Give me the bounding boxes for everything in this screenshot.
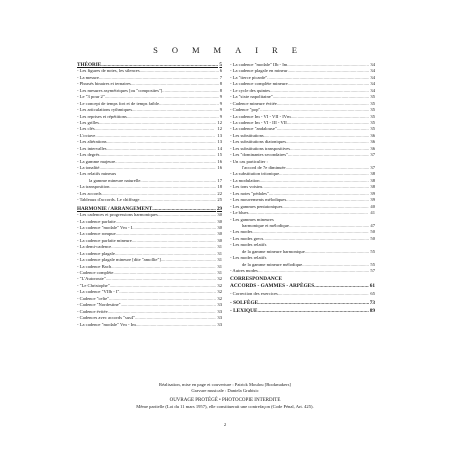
toc-entry-page: 35	[370, 100, 375, 106]
toc-entry-page: 38	[370, 177, 375, 183]
toc-entry-label: - Les modes relatifs	[230, 255, 267, 261]
toc-entry-label: - Les "dominantes secondaires"	[230, 152, 288, 158]
toc-entry-label: - La cadence "VIIb - I"	[77, 289, 120, 295]
toc-entry-page: 50	[370, 235, 375, 241]
toc-entry-page: 61	[369, 282, 375, 289]
toc-entry-page: 32	[217, 289, 222, 295]
toc-entry-page: 34	[370, 62, 375, 67]
toc-entry-page: 30	[217, 237, 222, 243]
toc-entry-label: - La "sixte napolitaine"	[230, 94, 273, 100]
toc-entry-page: 33	[217, 315, 222, 321]
toc-entry-page: 31	[217, 250, 222, 256]
toc-entry-page: 6	[219, 68, 222, 74]
toc-entry-label: - Le concept de temps fort et de temps faible	[77, 100, 160, 106]
toc-entry-page: 9	[219, 94, 222, 100]
toc-entry-label: THÉORIE	[77, 62, 102, 68]
toc-entry	[230, 291, 375, 297]
toc-entry-label: - Les substitutions	[230, 132, 264, 138]
toc-entry-label: - La cadence Im - VI - VII - IVm	[230, 113, 291, 119]
toc-leader-dots	[258, 308, 369, 314]
toc-leader-dots	[305, 249, 370, 255]
toc-leader-dots	[258, 300, 369, 306]
toc-entry-label: la gamme mineure naturelle	[89, 177, 141, 183]
toc-entry-label: - Cadence évitée	[77, 308, 108, 314]
toc-entry-label: - Les accords	[77, 190, 102, 196]
page-number: 2	[223, 422, 227, 427]
toc-entry-label: - La cadence Im - VI - III - VII	[230, 119, 287, 125]
toc-entry-page: 8	[219, 87, 222, 93]
toc-left-column	[77, 62, 222, 328]
toc-entry-label: - Les substitutions diatoniques	[230, 139, 287, 145]
toc-entry-page: 34	[370, 74, 375, 80]
toc-entry-page: 12	[217, 126, 222, 132]
toc-entry-page: 13	[217, 139, 222, 145]
toc-entry-label: - Les degrés	[77, 152, 100, 158]
toc-entry-label: - La cadence parfaite mineure	[77, 237, 132, 243]
toc-entry-label: - La substitution tritonique	[230, 171, 280, 177]
toc-entry-label: harmonique et mélodique	[242, 222, 289, 228]
toc-entry-label: - La cadence plagale en mineur	[230, 68, 288, 74]
toc-entry-label: - Le cycle des quintes	[230, 87, 271, 93]
toc-right-column	[230, 62, 375, 315]
toc-entry-label: - SOLFÈGE	[230, 299, 259, 306]
toc-entry-page: 9	[219, 100, 222, 106]
toc-entry-page: 16	[217, 158, 222, 164]
toc-entry-page: 32	[217, 282, 222, 288]
toc-entry-label: - Cadence "Nordestine"	[77, 302, 121, 308]
toc-entry-page: 33	[217, 302, 222, 308]
toc-entry-page: 36	[370, 139, 375, 145]
toc-entry-label: l'accord de 7e diminuée	[242, 165, 286, 170]
toc-entry-page: 5	[219, 62, 222, 68]
toc-entry-label: - Un cas particulier :	[230, 158, 268, 164]
toc-entry-label: - La cadence "modale" Vm - Im	[77, 321, 136, 327]
toc-entry-label: - La cadence "modale" IIb - Im	[230, 62, 288, 67]
toc-entry-page: 16	[217, 165, 222, 170]
toc-entry-label: - "L'Autoroute"	[77, 276, 106, 282]
toc-entry-label: - Les figures de notes, les silences	[77, 68, 140, 74]
toc-entry-page: 25	[217, 197, 222, 203]
toc-entry-page: 33	[217, 321, 222, 327]
toc-entry-label: - Cadence complète	[77, 270, 114, 275]
toc-entry-label: - Les altérations	[77, 139, 107, 145]
toc-entry-page: 14	[217, 145, 222, 151]
toc-entry-label: CORRESPONDANCE	[230, 276, 283, 283]
toc-leader-dots	[314, 283, 369, 289]
copyright-notice: Même partielle (Loi du 11 mars 1957), elle constituerait une contrefaçon (Code Pénal, Art. 425).	[136, 404, 314, 409]
toc-entry-page: 31	[217, 270, 222, 275]
toc-entry-label: - Tableaux d'accords. Le chiffrage	[77, 197, 140, 203]
toc-entry-page: 30	[217, 218, 222, 224]
toc-leader-dots	[288, 152, 369, 158]
toc-entry-label: - Les gammes pentatoniques	[230, 203, 283, 209]
toc-entry-page: 31	[217, 244, 222, 250]
toc-entry-label: - La cadence Bach	[77, 263, 112, 269]
toc-entry-page: 89	[369, 308, 375, 315]
toc-entry-page: 29	[216, 205, 222, 212]
toc-entry-page: 55	[370, 261, 375, 267]
toc-entry-page: 32	[217, 295, 222, 301]
toc-entry-page: 34	[370, 87, 375, 93]
toc-entry-label: - La demi-cadence	[77, 244, 112, 250]
toc-entry-label: - La tonalité	[77, 165, 100, 170]
toc-entry-label: - Les substitutions transpositives	[230, 145, 291, 151]
toc-entry-page: 7	[219, 74, 222, 80]
toc-entry-label: - Cadences avec accords "sus4"	[77, 315, 136, 321]
toc-entry-label: - Correction des exercices	[230, 291, 278, 297]
toc-entry-label: - La cadence "andalouse"	[230, 126, 277, 132]
toc-entry-page: 30	[217, 224, 222, 230]
toc-entry-label: - Les clés	[77, 126, 95, 132]
toc-entry-page: 9	[219, 113, 222, 119]
toc-entry	[77, 322, 222, 328]
toc-entry-label: - Les cadences et progressions harmoniques	[77, 212, 158, 218]
toc-entry-page: 13	[217, 132, 222, 138]
toc-entry-page: 55	[370, 248, 375, 254]
toc-entry-page: 39	[370, 197, 375, 203]
toc-entry-label: - Les modes relatifs	[230, 242, 267, 248]
toc-entry-label: - Les articulations rythmiques	[77, 107, 132, 113]
toc-entry-label: - La cadence rompue	[77, 231, 116, 237]
toc-entry-page: 30	[217, 212, 222, 218]
toc-entry-page: 36	[370, 132, 375, 138]
toc-entry-label: - La cadence complète mineure	[230, 81, 288, 87]
toc-entry-page: 50	[370, 229, 375, 235]
toc-entry-label: - L'octave	[77, 132, 96, 138]
toc-leader-dots	[258, 268, 370, 274]
toc-entry-label: - Les modes grecs	[230, 235, 264, 241]
toc-entry-page: 31	[217, 263, 222, 269]
toc-entry-label: - Phrasés binaires et ternaires	[77, 81, 131, 87]
toc-entry-page: 8	[219, 81, 222, 87]
toc-entry-label: - La cadence plagale mineure [dite "amollie"]	[77, 257, 161, 263]
toc-entry-label: de la gamme mineure mélodique	[242, 261, 303, 267]
toc-entry-page: 31	[217, 257, 222, 263]
toc-entry	[77, 197, 222, 203]
credit-line-engraving: Gravure musicale : Daniela Grubisic	[191, 388, 259, 393]
toc-entry-label: - "Le Christophe"	[77, 282, 110, 288]
toc-entry-label: - Cadence "celte"	[77, 295, 110, 301]
toc-entry-label: - Les gammes mineures	[230, 216, 274, 222]
toc-entry-label: - Les mouvements mélodiques	[230, 197, 287, 203]
toc-entry-page: 47	[370, 222, 375, 228]
toc-leader-dots	[99, 165, 216, 171]
toc-entry-label: ACCORDS - GAMMES - ARPÈGES	[230, 282, 315, 289]
toc-entry-page: 38	[370, 171, 375, 177]
toc-entry-label: - La gamme majeure	[77, 158, 116, 164]
toc-entry-page: 65	[370, 291, 375, 297]
toc-entry-label: - La modulation	[230, 177, 260, 183]
toc-entry-label: - La cadence plagale	[77, 250, 115, 256]
toc-entry-page: 35	[370, 94, 375, 100]
toc-entry	[230, 308, 375, 314]
toc-entry-page: 34	[370, 81, 375, 87]
toc-leader-dots	[263, 236, 369, 242]
toc-entry-label: - La transposition	[77, 184, 110, 190]
toc-entry-label: - Les relatifs mineurs	[77, 171, 117, 177]
toc-entry-page: 35	[370, 119, 375, 125]
toc-entry-page: 9	[219, 107, 222, 113]
toc-entry-page: 37	[370, 152, 375, 158]
toc-entry-page: 35	[370, 126, 375, 132]
toc-entry-page: 32	[217, 276, 222, 282]
toc-entry-label: - La "tierce picarde"	[230, 74, 268, 80]
toc-entry-label: - Les notes "pédales"	[230, 190, 269, 196]
toc-entry-label: - Cadence mineure évitée	[230, 100, 277, 106]
toc-entry-label: - Cadence "pop"	[230, 107, 261, 113]
toc-leader-dots	[136, 322, 217, 328]
toc-entry-label: de la gamme mineure harmonique	[242, 248, 305, 254]
toc-entry-page: 18	[217, 184, 222, 190]
toc-entry-label: - La cadence "modale" Vm - I	[77, 224, 133, 230]
toc-entry-label: - Le blues	[230, 210, 249, 216]
toc-entry-page: 37	[370, 165, 375, 170]
toc-entry-label: - Les modes	[230, 229, 253, 235]
toc-entry-page: 38	[370, 184, 375, 190]
toc-entry	[230, 283, 375, 289]
page-title: SOMMAIRE	[153, 45, 311, 55]
toc-entry-page: 33	[217, 308, 222, 314]
toc-entry-label: - LEXIQUE	[230, 308, 258, 315]
toc-entry-label: HARMONIE / ARRANGEMENT	[77, 205, 153, 212]
toc-entry-label: - La cadence parfaite	[77, 218, 116, 224]
toc-entry-page: 57	[370, 268, 375, 273]
toc-entry-page: 22	[217, 190, 222, 196]
toc-entry-page: 34	[370, 68, 375, 74]
toc-leader-dots	[278, 291, 370, 297]
toc-entry-page: 39	[370, 190, 375, 196]
toc-entry-page: 12	[217, 119, 222, 125]
toc-entry-label: - Les reprises et répétitions	[77, 113, 127, 119]
toc-entry-page: 15	[217, 152, 222, 158]
toc-entry-page: 73	[369, 299, 375, 306]
protected-notice: OUVRAGE PROTÉGÉ • PHOTOCOPIE INTERDITE	[169, 398, 281, 403]
toc-leader-dots	[139, 197, 216, 203]
toc-entry-page: 36	[370, 145, 375, 151]
toc-entry-label: - Les tons voisins	[230, 184, 263, 190]
toc-entry-label: - Le "3 pour 2"	[77, 94, 105, 100]
toc-entry-label: - Autres modes	[230, 268, 258, 273]
toc-entry-label: - Les mesures asymétriques [ou "composites"]	[77, 87, 163, 93]
credit-line-production: Réalisation, mise en page et couverture : Patrick Moulou [Bookmakers]	[159, 382, 291, 387]
toc-entry-page: 35	[370, 107, 375, 113]
toc-entry-page: 41	[370, 210, 375, 216]
toc-entry-page: 30	[217, 231, 222, 237]
toc-entry-page: 35	[370, 113, 375, 119]
toc-entry-page: 40	[370, 203, 375, 209]
toc-entry-label: - Les grilles	[77, 119, 99, 125]
toc-entry	[230, 268, 375, 274]
toc-entry-label: - La mesure	[77, 74, 99, 80]
toc-entry-label: - Les intervalles	[77, 145, 107, 151]
toc-entry-page: 17	[217, 177, 222, 183]
toc-entry	[230, 300, 375, 306]
